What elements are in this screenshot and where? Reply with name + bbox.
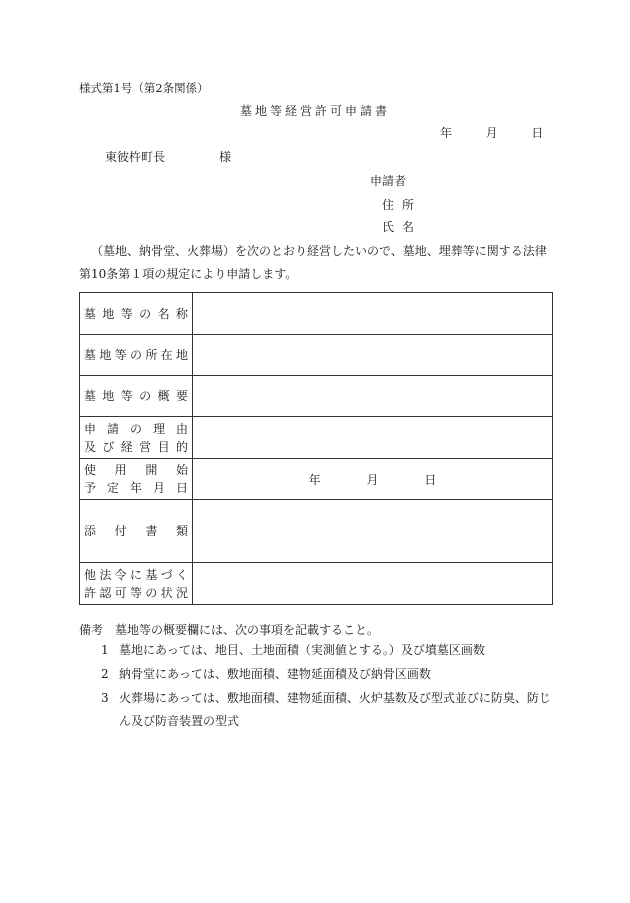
table-row xyxy=(80,376,553,417)
form-number: 様式第1号（第2条関係） xyxy=(79,81,209,95)
label-attachments xyxy=(80,500,193,563)
label-text xyxy=(84,566,188,584)
start-day: 日 xyxy=(424,472,437,487)
label-char: 法 xyxy=(99,567,112,582)
field-location[interactable] xyxy=(193,335,553,376)
label-char: 在 xyxy=(160,348,173,362)
label-text xyxy=(84,438,188,456)
field-reason[interactable] xyxy=(193,417,553,459)
label-text xyxy=(84,387,188,405)
label-char: 墓 xyxy=(84,389,97,403)
label-char: 始 xyxy=(175,463,188,477)
table-row xyxy=(80,417,553,459)
label-text xyxy=(84,346,188,364)
label-char: 地 xyxy=(102,389,115,403)
label-text xyxy=(84,584,188,602)
label-overview xyxy=(80,376,193,417)
label-char: の xyxy=(129,348,142,362)
notes-heading: 備考 墓地等の概要欄には、次の事項を記載すること。 xyxy=(79,623,380,637)
label-char: 所 xyxy=(145,348,158,362)
label-reason xyxy=(80,417,193,459)
label-char: 用 xyxy=(114,463,127,477)
label-char: 名 xyxy=(157,306,170,321)
label-char: の xyxy=(145,585,158,600)
label-char: 他 xyxy=(84,567,97,582)
label-char: 概 xyxy=(157,389,170,403)
label-char: 地 xyxy=(175,348,188,362)
label-char: 墓 xyxy=(84,306,97,321)
applicant-label: 申請者 xyxy=(370,174,407,188)
label-text xyxy=(84,305,188,323)
label-char: 要 xyxy=(175,389,188,403)
field-other-permits[interactable] xyxy=(193,563,553,605)
label-char: の xyxy=(139,389,152,403)
note-item: 3 火葬場にあっては、敷地面積、建物延面積、火炉基数及び型式並びに防臭、防じ xyxy=(101,691,551,705)
label-char: の xyxy=(139,306,152,321)
field-attachments[interactable] xyxy=(193,500,553,563)
label-start-date xyxy=(80,459,193,500)
table-row xyxy=(80,335,553,376)
label-char: 基 xyxy=(145,567,158,582)
start-year: 年 xyxy=(308,472,321,487)
label-char: 状 xyxy=(160,585,173,600)
label-char: 営 xyxy=(139,439,152,454)
label-char: び xyxy=(102,439,115,454)
label-char: 目 xyxy=(157,439,170,454)
label-text xyxy=(84,420,188,438)
label-char: 況 xyxy=(175,585,188,600)
field-name[interactable] xyxy=(193,293,553,335)
address-label: 住所 xyxy=(382,198,423,212)
recipient: 東彼杵町長 xyxy=(105,150,166,164)
label-char: 申 xyxy=(84,421,97,436)
label-char: 墓 xyxy=(84,348,97,362)
date-day: 日 xyxy=(531,126,544,140)
form-title: 墓地等経営許可申請書 xyxy=(239,104,390,118)
label-char: 書 xyxy=(145,524,158,538)
label-char: く xyxy=(175,567,188,582)
label-char: の xyxy=(129,421,142,436)
label-char: 地 xyxy=(102,306,115,321)
label-char: 等 xyxy=(120,306,133,321)
label-char: 称 xyxy=(175,306,188,321)
label-char: 請 xyxy=(106,421,119,436)
label-char: づ xyxy=(160,567,173,582)
label-char: 由 xyxy=(175,421,188,436)
info-table xyxy=(79,292,553,605)
label-char: 月 xyxy=(152,481,165,495)
label-name xyxy=(80,293,193,335)
table-row xyxy=(80,459,553,500)
label-char: 等 xyxy=(114,348,127,362)
table-row xyxy=(80,500,553,563)
table-row xyxy=(80,563,553,605)
field-start-date[interactable] xyxy=(193,459,553,500)
label-char: 開 xyxy=(145,463,158,477)
recipient-suffix: 様 xyxy=(219,150,232,164)
label-char: 令 xyxy=(114,567,127,582)
table-row xyxy=(80,293,553,335)
label-location xyxy=(80,335,193,376)
label-char: に xyxy=(129,567,142,582)
label-char: 定 xyxy=(106,481,119,495)
start-month: 月 xyxy=(366,472,379,487)
label-char: 経 xyxy=(120,439,133,454)
name-label: 氏名 xyxy=(382,220,423,234)
label-char: 認 xyxy=(99,585,112,600)
note-item-continuation: ん及び防音装置の型式 xyxy=(119,714,240,728)
label-char: 年 xyxy=(129,481,142,495)
label-char: 及 xyxy=(84,439,97,454)
label-char: 等 xyxy=(129,585,142,600)
label-char: 理 xyxy=(152,421,165,436)
label-char: 可 xyxy=(114,585,127,600)
label-char: 日 xyxy=(175,481,188,495)
label-char: 類 xyxy=(175,524,188,538)
label-char: 許 xyxy=(84,585,97,600)
label-char: 地 xyxy=(99,348,112,362)
label-char: 使 xyxy=(84,463,97,477)
body-text: （墓地、納骨堂、火葬場）を次のとおり経営したいので、墓地、埋葬等に関する法律第10条第１項の規定により申請します。 xyxy=(79,244,547,281)
label-text xyxy=(84,522,188,540)
label-other-permits xyxy=(80,563,193,605)
label-char: 付 xyxy=(114,524,127,538)
date-month: 月 xyxy=(485,126,498,140)
label-text xyxy=(84,461,188,479)
label-text xyxy=(84,479,188,497)
date-year: 年 xyxy=(440,126,453,140)
label-char: 添 xyxy=(84,524,97,538)
label-char: 予 xyxy=(84,481,97,495)
field-overview[interactable] xyxy=(193,376,553,417)
note-item: 2 納骨堂にあっては、敷地面積、建物延面積及び納骨区画数 xyxy=(101,667,431,681)
label-char: 的 xyxy=(175,439,188,454)
label-char: 等 xyxy=(120,389,133,403)
application-date xyxy=(440,125,543,141)
note-item: 1 墓地にあっては、地目、土地面積（実測値とする。）及び墳墓区画数 xyxy=(101,643,485,657)
